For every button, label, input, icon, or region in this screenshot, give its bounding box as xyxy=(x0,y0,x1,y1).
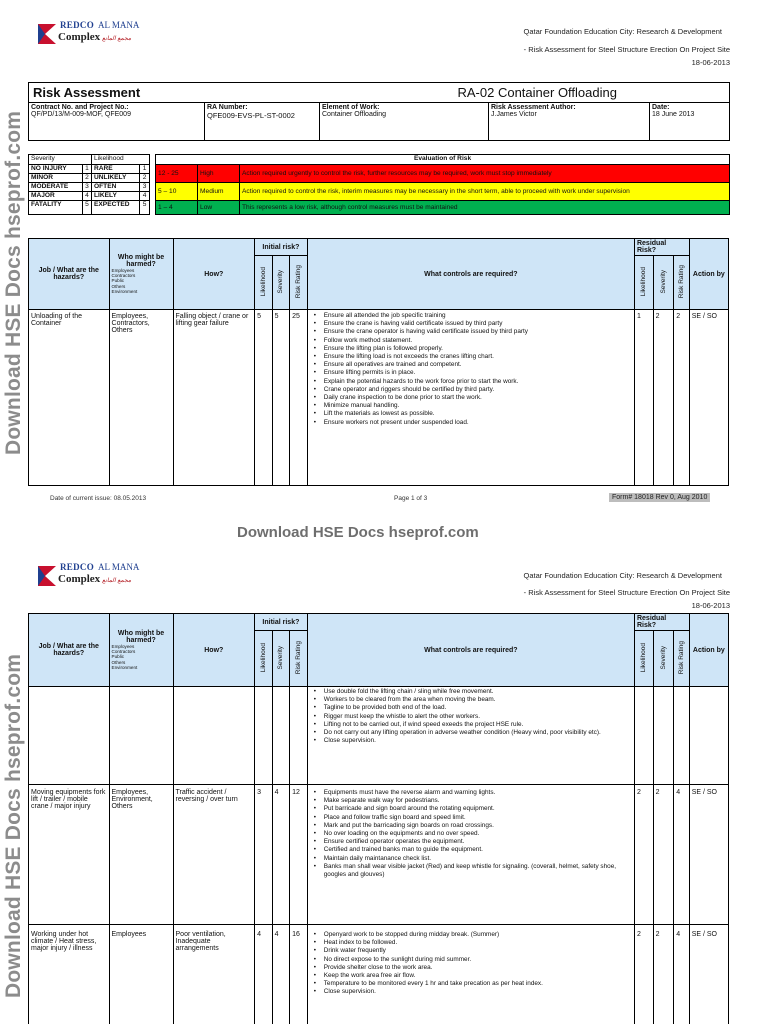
eval-text-high: Action required urgently to control the risk, further resources may be required, work must stop immediately xyxy=(240,165,730,183)
eval-range-high: 12 - 25 xyxy=(156,165,198,183)
logo-arabic: مجمع المانع xyxy=(102,36,132,42)
org-name: Qatar Foundation Education City: Research & Development xyxy=(523,27,722,36)
risk-table-page2: Job / What are the hazards? Who might be harmed? Employees Contractors Public Others Environment How? Initial risk? What controls are required? Residual Risk? Action by Likelihood Severity Risk Rating Likelihood Severity Risk Rating • Use double fold the lifting chain / sling while free movement. • Workers to be cleared from the area when moving the beam. • Tagline to be provided both end of the load. • Rigger must keep the whistle to alert the other workers. • Lifting not to be carried out, if wind speed exeeds the project HSE rule. • Do not carry out any lifting operation in adverse weather condition (Heavy wind, poor visibility etc). • Close supervision. Moving equipments fork lift / trailer / mobile crane / major injury Employees, Environment, Others Traffic accident / reversing / over turn 3 4 12 • Equipments must have the reverse alarm and warning lights. • Make separate walk way for pedestrians. • Put barricade and sign board around the rotating equipment. • Place and follow traffic sign board and speed limit. • Mark and put the barricading sign boards on road crossings. • No over loading on the equipments and no over speed. • Ensure certified operator operates the equipment. • Certified and trained banks man to guide the equipment. • Maintain daily maintanance check list. • Banks man shall wear visible jacket (Red) and keep whistle for signaling. (coverall, helmet, safety shoe, googles and glouves) 2 2 4 SE / SO Working under hot climate / Heat stress, major injury / illness Employees Poor ventilation, Inadequate arrangements 4 4 16 • Openyard work to be stopped during midday break. (Summer) • Heat index to be followed. • Drink water frequently • No direct expose to the sunlight during mid summer. • Provide shelter close to the work area. • Keep the work area free air flow. • Temperature to be monitored every 1 hr and take precation as per heat index. • Close supervision. 2 2 4 SE / SO xyxy=(28,613,729,1024)
logo-almana: AL MANA xyxy=(98,20,140,30)
table-row: Unloading of the Container Employees, Contractors, Others Falling object / crane or lifting gear failure 5 5 25 • Ensure all attended the job specific training • Ensure the crane is having valid certificate issued by third party • Ensure the crane operator is having valid certificate issued by third party • Follow work method statement. • Ensure the lifting plan is followed properly. • Ensure the lifting load is not exceeds the cranes lifting chart. • Ensure all operatives are trained and competent. • Ensure lifting permits is in place. • Explain the potential hazards to the work force prior to start the work. • Crane operator and riggers should be certified by third party. • Daily crane inspection to be done prior to start the work. • Minimize manual handling. • Lift the materials as lowest as possible. • Ensure workers not present under suspended load. 1 2 2 SE / SO xyxy=(29,310,729,486)
eval-level-medium: Medium xyxy=(198,183,240,201)
doc-subtitle-page2: - Risk Assessment for Steel Structure Erection On Project Site xyxy=(523,588,730,597)
table-row: Moving equipments fork lift / trailer / mobile crane / major injury Employees, Environment, Others Traffic accident / reversing / over turn 3 4 12 • Equipments must have the reverse alarm and warning lights. • Make separate walk way for pedestrians. • Put barricade and sign board around the rotating equipment. • Place and follow traffic sign board and speed limit. • Mark and put the barricading sign boards on road crossings. • No over loading on the equipments and no over speed. • Ensure certified operator operates the equipment. • Certified and trained banks man to guide the equipment. • Maintain daily maintanance check list. • Banks man shall wear visible jacket (Red) and keep whistle for signaling. (coverall, helmet, safety shoe, googles and glouves) 2 2 4 SE / SO xyxy=(29,785,729,925)
table-row xyxy=(29,687,729,785)
col-controls: What controls are required? xyxy=(307,614,634,687)
watermark-vertical-bottom: Download HSE Docs hseprof.com xyxy=(2,653,25,998)
ra-ref: RA-02 Container Offloading xyxy=(320,83,730,103)
col-residual: Residual Risk? xyxy=(634,614,689,631)
footer-issue-date: Date of current issue: 08.05.2013 xyxy=(50,495,147,502)
logo-arabic: مجمع المانع xyxy=(102,578,132,584)
logo-almana: AL MANA xyxy=(98,562,140,572)
risk-table-page1: Job / What are the hazards? Who might be harmed? Employees Contractors Public Others Environment How? Initial risk? What controls are required? Residual Risk? Action by Likelihood Severity Risk Rating Likelihood Severity Risk Rating Unloading of the Container Employees, Contractors, Others Falling object / crane or lifting gear failure 5 5 25 • Ensure all attended the job specific training • Ensure the crane is having valid certificate issued by third party • Ensure the crane operator is having valid certificate issued by third party • Follow work method statement. • Ensure the lifting plan is followed properly. • Ensure the lifting load is not exceeds the cranes lifting chart. • Ensure all operatives are trained and competent. • Ensure lifting permits is in place. • Explain the potential hazards to the work force prior to start the work. • Crane operator and riggers should be certified by third party. • Daily crane inspection to be done prior to start the work. • Minimize manual handling. • Lift the materials as lowest as possible. • Ensure workers not present under suspended load. 1 2 2 SE / SO xyxy=(28,238,729,486)
element-cell: Element of Work: Container Offloading xyxy=(320,103,489,141)
col-controls: What controls are required? xyxy=(307,239,634,310)
col-residual: Residual Risk? xyxy=(634,239,689,256)
eval-text-medium: Action required to control the risk, interim measures may be necessary in the short term, able to proceed with work under supervision xyxy=(240,183,730,201)
ra-title: Risk Assessment xyxy=(29,83,320,103)
contract-cell: Contract No. and Project No.: QF/PD/13/M-009-MOF, QFE009 xyxy=(29,103,205,141)
col-how: How? xyxy=(173,239,255,310)
col-action: Action by xyxy=(689,239,728,310)
controls-list: • Openyard work to be stopped during midday break. (Summer) • Heat index to be followed. • Drink water frequently • No direct expose to the sunlight during mid summer. • Provide shelter close to the work area. • Keep the work area free air flow. • Temperature to be monitored every 1 hr and take precation as per heat index. • Close supervision. xyxy=(310,931,632,997)
doc-subtitle: - Risk Assessment for Steel Structure Erection On Project Site xyxy=(523,45,730,54)
controls-list: • Equipments must have the reverse alarm and warning lights. • Make separate walk way for pedestrians. • Put barricade and sign board around the rotating equipment. • Place and follow traffic sign board and speed limit. • Mark and put the barricading sign boards on road crossings. • No over loading on the equipments and no over speed. • Ensure certified operator operates the equipment. • Certified and trained banks man to guide the equipment. • Maintain daily maintanance check list. • Banks man shall wear visible jacket (Red) and keep whistle for signaling. (coverall, helmet, safety shoe, googles and glouves) xyxy=(310,789,632,879)
logo-complex: Complex xyxy=(58,31,101,43)
col-initial: Initial risk? xyxy=(255,239,308,256)
company-logo xyxy=(36,18,166,50)
col-job: Job / What are the hazards? xyxy=(29,239,110,310)
footer-page: Page 1 of 3 xyxy=(394,495,428,502)
ra-info-table xyxy=(28,82,730,141)
severity-matrix: Severity Likelihood Evaluation of Risk NO INJURY 1 RARE 1 12 - 25 High Action required urgently to control the risk, further resources may be required, work must stop immediately MINOR 2 UNLIKELY 2 MODERATE 3 OFTEN 3 5 – 10 Medium Action required to control the risk, interim measures may be necessary in the short term, able to proceed with work under supervision MAJOR 4 LIKELY 4 FATALITY 5 EXPECTED 5 1 – 4 Low This represents a low risk, although control measures must be maintained xyxy=(28,154,730,215)
controls-list: • Ensure all attended the job specific training • Ensure the crane is having valid certificate issued by third party • Ensure the crane operator is having valid certificate issued by third party • Follow work method statement. • Ensure the lifting plan is followed properly. • Ensure the lifting load is not exceeds the cranes lifting chart. • Ensure all operatives are trained and competent. • Ensure lifting permits is in place. • Explain the potential hazards to the work force prior to start the work. • Crane operator and riggers should be certified by third party. • Daily crane inspection to be done prior to start the work. • Minimize manual handling. • Lift the materials as lowest as possible. • Ensure workers not present under suspended load. xyxy=(310,312,632,427)
redco-logo-icon xyxy=(36,22,58,46)
logo-redco: REDCO xyxy=(60,20,95,30)
controls-list: • Use double fold the lifting chain / sling while free movement. • Workers to be cleared from the area when moving the beam. • Tagline to be provided both end of the load. • Rigger must keep the whistle to alert the other workers. • Lifting not to be carried out, if wind speed exeeds the project HSE rule. • Do not carry out any lifting operation in adverse weather condition (Heavy wind, poor visibility etc). • Close supervision. xyxy=(310,688,632,745)
col-initial: Initial risk? xyxy=(255,614,308,631)
severity-header: Severity xyxy=(29,155,92,165)
col-job: Job / What are the hazards? xyxy=(29,614,110,687)
date-cell: Date: 18 June 2013 xyxy=(650,103,730,141)
col-who: Who might be harmed? Employees Contractors Public Others Environment xyxy=(109,614,173,687)
logo-redco: REDCO xyxy=(60,562,95,572)
eval-text-low: This represents a low risk, although control measures must be maintained xyxy=(240,201,730,215)
org-name-page2: Qatar Foundation Education City: Research & Development xyxy=(523,571,722,580)
center-watermark: Download HSE Docs hseprof.com xyxy=(237,524,479,541)
footer-form-number: Form# 18018 Rev 0, Aug 2010 xyxy=(609,493,710,502)
col-action: Action by xyxy=(689,614,728,687)
table-row: Working under hot climate / Heat stress, major injury / illness Employees Poor ventilation, Inadequate arrangements 4 4 16 • Openyard work to be stopped during midday break. (Summer) • Heat index to be followed. • Drink water frequently • No direct expose to the sunlight during mid summer. • Provide shelter close to the work area. • Keep the work area free air flow. • Temperature to be monitored every 1 hr and take precation as per heat index. • Close supervision. 2 2 4 SE / SO xyxy=(29,925,729,1024)
evaluation-header: Evaluation of Risk xyxy=(156,155,730,165)
ra-number-cell: RA Number: QFE009-EVS-PL-ST-0002 xyxy=(205,103,320,141)
company-logo-page2 xyxy=(36,560,166,592)
likelihood-header: Likelihood xyxy=(92,155,150,165)
col-how: How? xyxy=(173,614,255,687)
watermark-vertical-top: Download HSE Docs hseprof.com xyxy=(2,110,25,455)
doc-date-page2: 18-06-2013 xyxy=(691,601,730,610)
redco-logo-icon xyxy=(36,564,58,588)
col-who: Who might be harmed? Employees Contractors Public Others Environment xyxy=(109,239,173,310)
eval-range-low: 1 – 4 xyxy=(156,201,198,215)
doc-date: 18-06-2013 xyxy=(691,58,730,67)
eval-range-medium: 5 – 10 xyxy=(156,183,198,201)
eval-level-low: Low xyxy=(198,201,240,215)
logo-complex: Complex xyxy=(58,573,101,585)
eval-level-high: High xyxy=(198,165,240,183)
author-cell: Risk Assessment Author: J.James Victor xyxy=(489,103,650,141)
